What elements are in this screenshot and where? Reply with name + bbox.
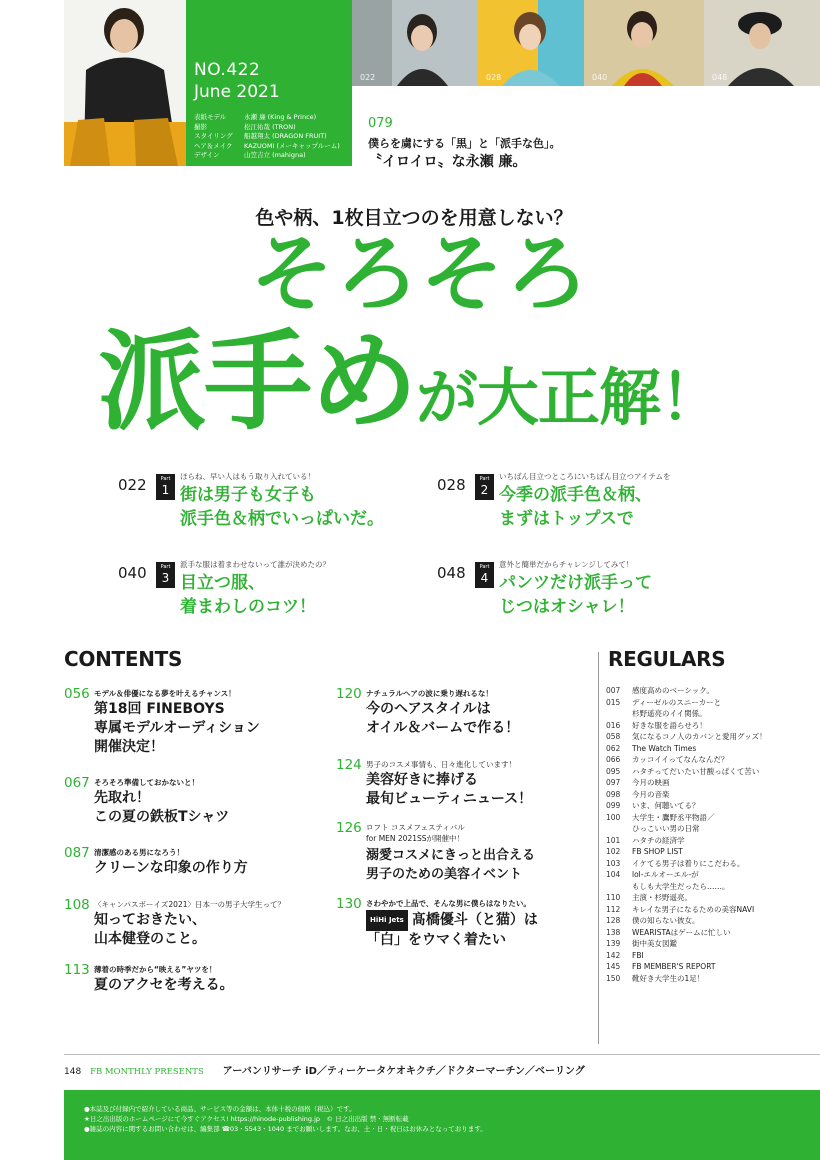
part-lead: ほらね、早い人はもう取り入れている！ (180, 472, 315, 481)
part-badge: Part 4 (475, 562, 494, 588)
part-badge: Part 3 (156, 562, 175, 588)
footer-note: ●雑誌の内容に関するお問い合わせは、編集部 ☎03・5543・1040 までお願いします。なお、土・日・祝日はお休みとなっております。 (84, 1125, 487, 1133)
cover-model-image (64, 0, 186, 166)
page-number: 022 (118, 476, 147, 494)
item-lead: ナチュラルヘアの波に乗り遅れるな！ (366, 689, 493, 698)
item-title: 美容好きに捧げる 最旬ビューティニュース！ (366, 772, 533, 807)
item-lead: さわやかで上品で、そんな男に僕らはなりたい。 (366, 899, 531, 908)
regulars-item[interactable]: 100 大学生・鷹野丞平物語／ ひっこいい男の日常 (606, 812, 715, 833)
regulars-item[interactable]: 097 今月の映画 (606, 778, 670, 787)
page-number: 048 (437, 564, 466, 582)
regulars-item[interactable]: 101 ハタチの経済学 (606, 835, 685, 845)
sponsor-list: アーバンリサーチ iD／ティーケータケオキクチ／ドクターマーチン／ベーリング (222, 1066, 585, 1077)
cover-photo (64, 0, 186, 166)
fb-presents-label: FB MONTHLY PRESENTS (90, 1067, 204, 1077)
thumbnail-040: 040 (584, 0, 704, 86)
footer-divider (64, 1054, 820, 1055)
hero-headline-line2 (98, 318, 721, 479)
part-title: 街は男子も女子も 派手色＆柄でいっぱいだ。 (180, 485, 384, 529)
item-lead: モデル＆俳優になる夢を叶えるチャンス！ (94, 689, 236, 698)
cover-block (64, 0, 352, 166)
regulars-item[interactable]: 095 ハタチってだいたい甘酸っぱくて苦い (606, 766, 760, 776)
item-title: 溺愛コスメにきっと出合える 男子のための美容イベント (366, 848, 536, 882)
regulars-item[interactable]: 062 The Watch Times (606, 743, 697, 753)
page-number: 130 (336, 896, 362, 912)
item-lead: そろそろ準備しておかないと！ (94, 778, 199, 787)
feature-title: 〝イロイロ〟な永瀬 廉。 (368, 154, 527, 170)
regulars-item[interactable]: 139 街中美女図鑑 (606, 939, 677, 948)
thumbnail-028: 028 (478, 0, 584, 86)
page-number: 124 (336, 757, 362, 773)
credit-row: ヘア＆メイク KAZUOMI (メーキャップルーム) (194, 141, 340, 150)
regulars-item[interactable]: 128 僕の知らない彼女。 (606, 916, 700, 925)
item-lead: 薄着の時季だから“映える”ヤツを！ (94, 965, 217, 974)
regulars-item[interactable]: 104 lol-エルオーエル-が もしも大学生だったら……。 (606, 870, 730, 891)
regulars-item[interactable]: 098 今月の音楽 (606, 789, 670, 799)
part-title: 今季の派手色＆柄、 まずはトップスで (499, 485, 652, 529)
regulars-item[interactable]: 142 FBI (606, 950, 644, 960)
issue-date: June 2021 (194, 82, 280, 102)
folio-page-number: 148 (64, 1067, 82, 1077)
page-number: 113 (64, 962, 90, 978)
item-title: 先取れ！ この夏の鉄板Tシャツ (94, 790, 230, 825)
footer-notice-band (64, 1090, 820, 1160)
page-number: 126 (336, 820, 362, 836)
feature-page-number: 079 (368, 116, 393, 131)
item-title: 第18回 FINEBOYS 専属モデルオーディション 開催決定！ (94, 701, 260, 755)
item-lead: ロフト コスメフェスティバル (366, 823, 465, 832)
regulars-item[interactable]: 016 好きな服を語らせろ！ (606, 720, 707, 730)
credit-row: デザイン 山笠吉立 (mahigna) (194, 151, 306, 159)
item-lead-2: for MEN 2021SSが開催中！ (366, 834, 465, 843)
item-title: 知っておきたい、 山本健登のこと。 (94, 912, 206, 947)
regulars-item[interactable]: 007 感度高めのベーシック。 (606, 686, 714, 695)
regulars-item[interactable]: 150 靴好き大学生の1足！ (606, 973, 705, 983)
credit-row: スタイリング 船越翔太 (DRAGON FRUIT) (194, 132, 327, 140)
regulars-item[interactable]: 112 キレイな男子になるための美容NAVI (606, 904, 755, 914)
footer-note: ★日之出出版のホームページにて今すぐアクセス! https://hinode-publishing.jp © 日之出出版 禁・無断転載 (84, 1115, 409, 1123)
hero-headline-emphasis: 派手め (98, 320, 417, 445)
regulars-item[interactable]: 102 FB SHOP LIST (606, 847, 683, 856)
item-lead: 〈キャンパスボーイズ2021〉日本一の男子大学生って？ (94, 900, 285, 909)
part-badge: Part 2 (475, 474, 494, 500)
part-title: パンツだけ派手って じつはオシャレ！ (499, 573, 652, 617)
hero-headline-line1: そろそろ (249, 225, 590, 323)
part-badge: Part 1 (156, 474, 175, 500)
regulars-item[interactable]: 066 カッコイイってなんなんだ？ (606, 755, 729, 764)
credits (194, 113, 340, 161)
thumbnail-022: 022 (352, 0, 478, 86)
regulars-item[interactable]: 099 いま、何聴いてる？ (606, 801, 700, 810)
page-number: 040 (118, 564, 147, 582)
part-lead: 意外と簡単だからチャレンジしてみて！ (499, 560, 634, 569)
page-number: 067 (64, 775, 90, 791)
item-title: 夏のアクセを考える。 (94, 977, 234, 993)
issue-number: NO.422 (194, 60, 261, 80)
regulars-item[interactable]: 015 ディーゼルのスニーカーと 杉野遥亮のイイ関係。 (606, 697, 722, 718)
footer-note: ●本誌及び付録内で紹介している商品、サービス等の金額は、本体十税の価格（税込）です。 (84, 1105, 356, 1113)
page-number: 028 (437, 476, 466, 494)
footer-sponsors (64, 1062, 585, 1077)
item-title: 今のヘアスタイルは オイル＆バームで作る！ (366, 701, 520, 736)
part-title: 目立つ服、 着まわしのコツ！ (180, 573, 316, 617)
regulars-item[interactable]: 058 気になるコノ人のカバンと愛用グッズ！ (606, 732, 767, 741)
contents-heading: CONTENTS (64, 647, 183, 671)
part-lead: いちばん目立つところにいちばん目立つアイテムを (499, 472, 671, 481)
regulars-list (606, 685, 811, 984)
regulars-item[interactable]: 145 FB MEMBER'S REPORT (606, 962, 716, 971)
regulars-divider (598, 652, 599, 1044)
regulars-heading: REGULARS (608, 647, 726, 671)
credit-row: 撮影 松江祐哉 (TRON) (194, 122, 296, 131)
item-title: クリーンな印象の作り方 (94, 860, 248, 876)
regulars-item[interactable]: 103 イケてる男子は着りにこだわる。 (606, 858, 745, 868)
page-number: 108 (64, 897, 90, 913)
feature-lead: 僕らを虜にする「黒」と「派手な色」。 (368, 137, 561, 150)
credit-row: 表紙モデル 永瀬 廉 (King & Prince) (194, 113, 317, 121)
page-number: 120 (336, 686, 362, 702)
page-number: 087 (64, 845, 90, 861)
item-title: HiHi Jets 髙橋優斗（と猫）は 「白」をウマく着たい (366, 912, 538, 948)
item-lead: 清潔感のある男になろう！ (94, 848, 184, 857)
group-tag: HiHi Jets (366, 910, 408, 931)
hero-subtitle: 色や柄、1枚目立つのを用意しない？ (255, 207, 573, 229)
feature-thumbnails (352, 0, 820, 86)
thumbnail-048: 048 (704, 0, 820, 86)
item-lead: 男子のコスメ事情も、日々進化しています！ (366, 760, 516, 769)
regulars-item[interactable]: 110 主演・杉野遥亮。 (606, 893, 692, 902)
part-lead: 派手な服は着まわせないって誰が決めたの？ (180, 560, 330, 569)
page-number: 056 (64, 686, 90, 702)
hero-headline-tail: が大正解！ (416, 361, 722, 434)
regulars-item[interactable]: 138 WEARISTAはゲームに忙しい (606, 927, 731, 937)
issue-info (194, 60, 280, 102)
